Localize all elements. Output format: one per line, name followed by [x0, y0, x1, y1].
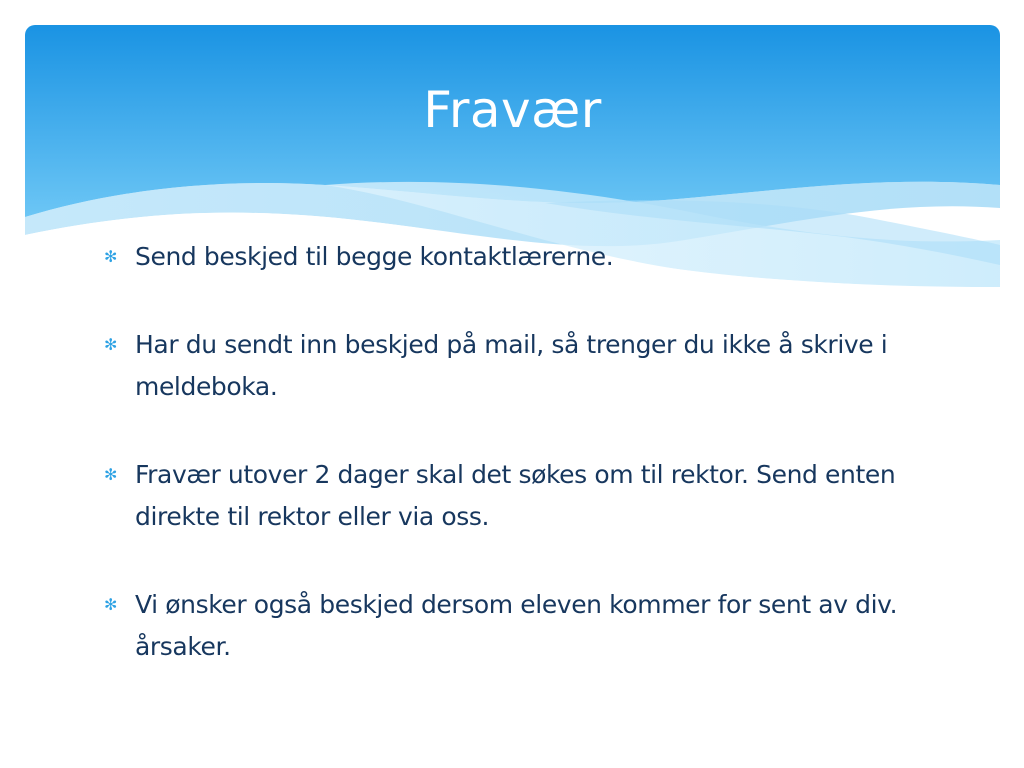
- bullet-item: [104, 324, 934, 408]
- bullet-text: Har du sendt inn beskjed på mail, så trenger du ikke å skrive i meldeboka.: [135, 330, 888, 401]
- asterisk-bullet-icon: ✻: [104, 335, 118, 354]
- bullet-text: Vi ønsker også beskjed dersom eleven kommer for sent av div. årsaker.: [135, 590, 898, 661]
- bullet-item: [104, 584, 934, 668]
- bullet-text: Send beskjed til begge kontaktlærerne.: [135, 242, 614, 271]
- asterisk-bullet-icon: ✻: [104, 247, 118, 266]
- bullet-text: Fravær utover 2 dager skal det søkes om til rektor. Send enten direkte til rektor eller via oss.: [135, 460, 896, 531]
- slide-title: Fravær: [423, 81, 602, 139]
- bullet-item: [104, 236, 934, 278]
- bullet-item: [104, 454, 934, 538]
- asterisk-bullet-icon: ✻: [104, 465, 118, 484]
- asterisk-bullet-icon: ✻: [104, 595, 118, 614]
- bullet-list: [104, 236, 934, 714]
